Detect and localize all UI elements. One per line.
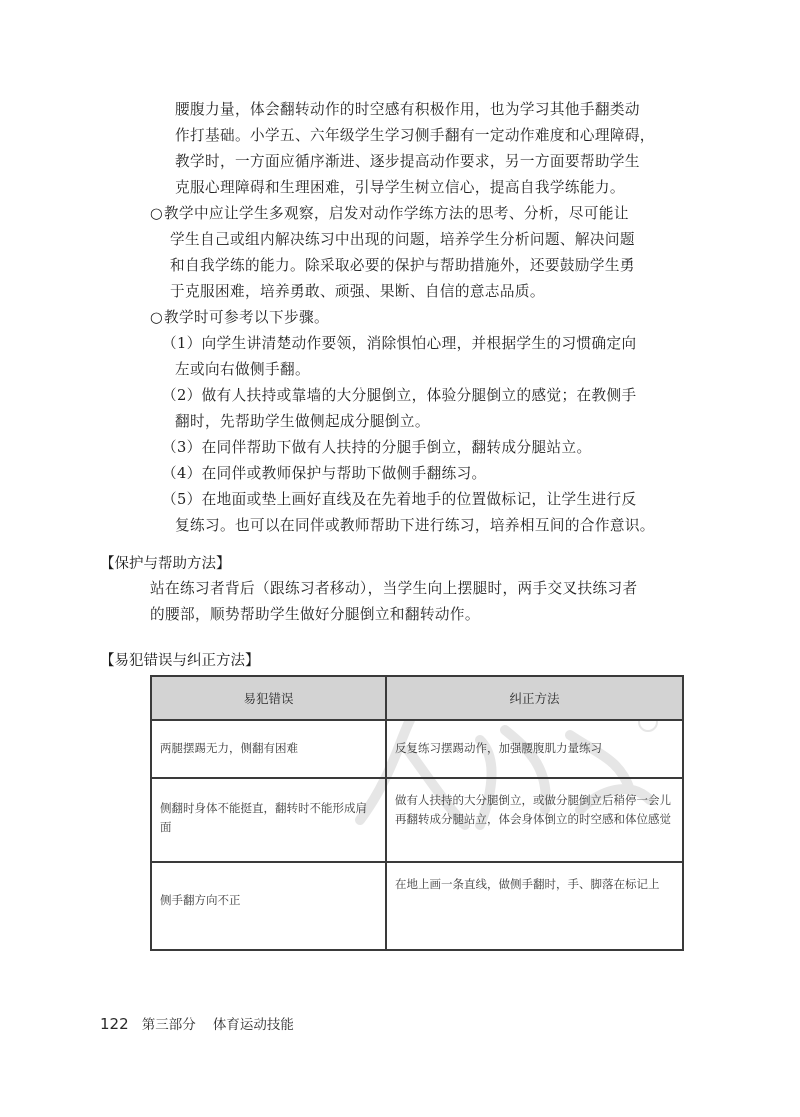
step-line: （1）向学生讲清楚动作要领，消除惧怕心理，并根据学生的习惯确定向 (162, 335, 637, 352)
step-line: 复练习。也可以在同伴或教师帮助下进行练习，培养相互间的合作意识。 (175, 517, 655, 534)
table-row (151, 778, 683, 862)
footer-part: 第三部分 (141, 1017, 196, 1033)
error-cell: 两腿摆踢无力，侧翻有困难 (151, 720, 386, 778)
body-line: 克服心理障碍和生理困难，引导学生树立信心，提高自我学练能力。 (175, 179, 625, 196)
column-header-error: 易犯错误 (151, 676, 386, 720)
step-line: 翻时，先帮助学生做侧起成分腿倒立。 (175, 413, 430, 430)
error-cell: 侧翻时身体不能挺直，翻转时不能形成肩面 (151, 778, 386, 862)
step-line: （4）在同伴或教师保护与帮助下做侧手翻练习。 (162, 465, 487, 482)
step-line: （5）在地面或垫上画好直线及在先着地手的位置做标记，让学生进行反 (162, 491, 637, 508)
protection-line: 站在练习者背后（跟练习者移动），当学生向上摆腿时，两手交叉扶练习者 (150, 580, 638, 597)
bullet-item (150, 305, 329, 331)
section-heading-protection: 【保护与帮助方法】 (100, 556, 231, 572)
bullet-text: 教学中应让学生多观察，启发对动作学练方法的思考、分析，尽可能让 (164, 205, 629, 222)
column-header-fix: 纠正方法 (386, 676, 683, 720)
step-line: （3）在同伴帮助下做有人扶持的分腿手倒立，翻转成分腿站立。 (162, 439, 592, 456)
fix-cell: 反复练习摆踢动作，加强腰腹肌力量练习 (386, 720, 683, 778)
page-footer (100, 1013, 294, 1033)
bullet-line: 于克服困难，培养勇敢、顽强、果断、自信的意志品质。 (170, 283, 545, 300)
body-line: 教学时，一方面应循序渐进、逐步提高动作要求，另一方面要帮助学生 (175, 153, 640, 170)
errors-table (150, 675, 684, 951)
fix-cell: 做有人扶持的大分腿倒立，或做分腿倒立后稍停一会儿再翻转成分腿站立，体会身体倒立的时空感和体位感觉 (386, 778, 683, 862)
footer-section: 体育运动技能 (212, 1017, 294, 1033)
table-header-row (151, 676, 683, 720)
step-line: 左或向右做侧手翻。 (175, 361, 310, 378)
bullet-mark: ○ (150, 309, 164, 326)
error-cell: 侧手翻方向不正 (151, 862, 386, 950)
bullet-line: 和自我学练的能力。除采取必要的保护与帮助措施外，还要鼓励学生勇 (170, 257, 635, 274)
table-row (151, 862, 683, 950)
table-row (151, 720, 683, 778)
body-line: 腰腹力量，体会翻转动作的时空感有积极作用，也为学习其他手翻类动 (175, 101, 640, 118)
bullet-line: 学生自己或组内解决练习中出现的问题，培养学生分析问题、解决问题 (170, 231, 635, 248)
bullet-item (150, 201, 629, 227)
body-line: 作打基础。小学五、六年级学生学习侧手翻有一定动作难度和心理障碍， (175, 127, 655, 144)
page-number: 122 (100, 1015, 129, 1033)
step-line: （2）做有人扶持或靠墙的大分腿倒立，体验分腿倒立的感觉；在教侧手 (162, 387, 637, 404)
bullet-text: 教学时可参考以下步骤。 (164, 309, 329, 326)
section-heading-errors: 【易犯错误与纠正方法】 (100, 653, 260, 669)
bullet-mark: ○ (150, 205, 164, 222)
protection-line: 的腰部，顺势帮助学生做好分腿倒立和翻转动作。 (150, 606, 480, 623)
fix-cell: 在地上画一条直线，做侧手翻时，手、脚落在标记上 (386, 862, 683, 950)
